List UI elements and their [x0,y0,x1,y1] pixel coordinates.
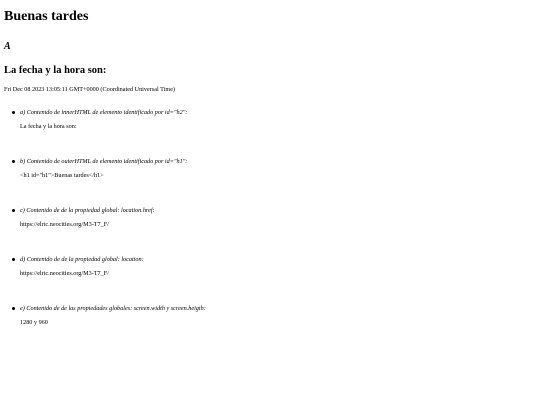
item-value: La fecha y la hora son: [20,123,77,130]
bullet-icon [12,111,15,114]
item-value: https://elric.neocities.org/M3-T7_F/ [20,221,109,228]
bullet-icon [12,160,15,163]
item-description: c) Contenido de de la propiedad global: location.href: [20,207,155,214]
item-description: a) Contenido de innerHTML de elemento identificado por id="h2": [20,109,188,116]
page-content [0,9,540,327]
item-value: 1280 y 960 [20,319,48,326]
item-value: <h1 id="h1">Buenas tardes</h1> [20,172,104,179]
item-value: https://elric.neocities.org/M3-T7_F/ [20,270,109,277]
bullet-icon [12,209,15,212]
item-description: b) Contenido de outerHTML de elemento identificado por id="h1": [20,158,188,165]
current-datetime: Fri Dec 08 2023 13:05:11 GMT+0000 (Coordinated Universal Time) [4,86,175,93]
item-description: e) Contenido de de las propiedades globales: screen.width y screen.heigth: [20,305,206,312]
page-title: Buenas tardes [4,9,89,24]
date-heading: La fecha y la hora son: [4,65,107,76]
list-item [20,109,536,131]
list-item [20,305,536,327]
list-item [20,207,536,229]
results-list [4,109,536,327]
list-item [20,158,536,180]
bullet-icon [12,258,15,261]
list-item [20,256,536,278]
item-description: d) Contenido de de la propiedad global: location: [20,256,144,263]
letter-label: A [4,41,11,52]
bullet-icon [12,307,15,310]
